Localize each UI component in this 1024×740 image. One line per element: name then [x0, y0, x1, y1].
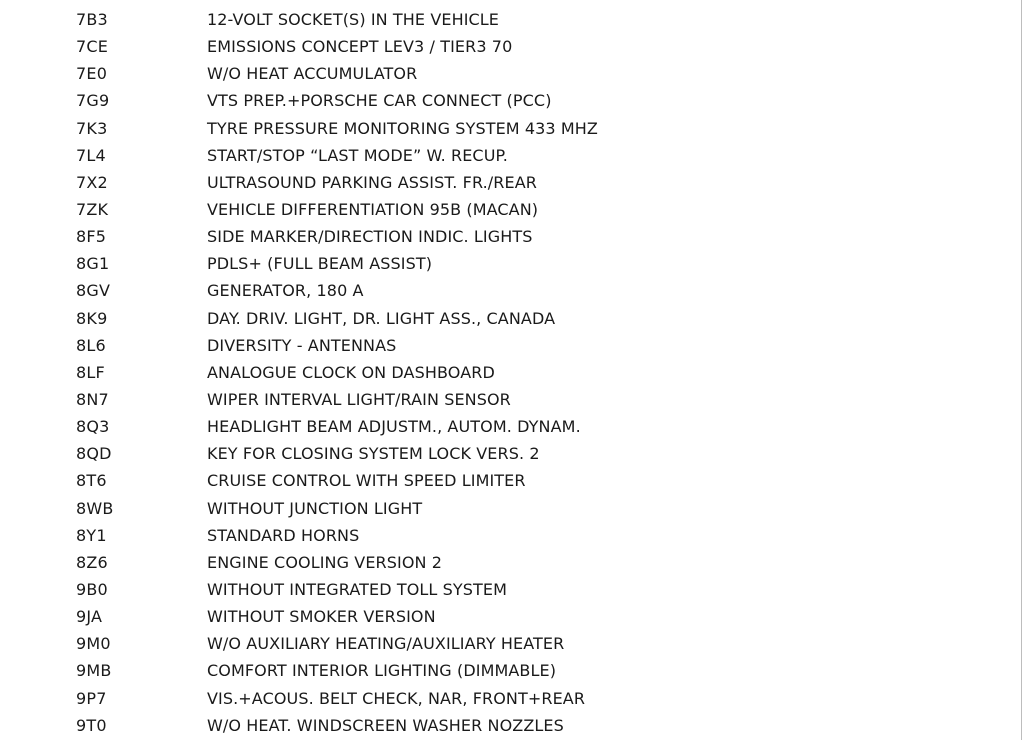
option-description: WITHOUT INTEGRATED TOLL SYSTEM: [207, 580, 507, 600]
option-code: 7CE: [76, 37, 109, 57]
list-item-content: [0, 196, 1000, 223]
list-item: [0, 60, 1000, 87]
option-description: EMISSIONS CONCEPT LEV3 / TIER3 70: [207, 37, 513, 57]
list-item: [0, 142, 1000, 169]
list-item-content: [0, 413, 1000, 440]
option-description: W/O AUXILIARY HEATING/AUXILIARY HEATER: [207, 634, 565, 654]
option-description: ULTRASOUND PARKING ASSIST. FR./REAR: [207, 172, 537, 192]
option-description: VIS.+ACOUS. BELT CHECK, NAR, FRONT+REAR: [207, 688, 586, 708]
list-item: [0, 413, 1000, 440]
list-item-content: [0, 169, 1000, 196]
list-item: [0, 196, 1000, 223]
list-item: [0, 33, 1000, 60]
list-item-content: [0, 332, 1000, 359]
option-description: KEY FOR CLOSING SYSTEM LOCK VERS. 2: [207, 444, 540, 464]
list-item-content: [0, 305, 1000, 332]
list-item: [0, 467, 1000, 494]
option-code: 8Q3: [76, 417, 110, 437]
list-item: [0, 495, 1000, 522]
option-description: W/O HEAT. WINDSCREEN WASHER NOZZLES: [207, 715, 564, 735]
list-item-content: [0, 60, 1000, 87]
list-item-content: [0, 630, 1000, 657]
list-item-content: [0, 359, 1000, 386]
list-item-content: [0, 657, 1000, 684]
list-item: [0, 386, 1000, 413]
list-item-content: [0, 576, 1000, 603]
option-description: VEHICLE DIFFERENTIATION 95B (MACAN): [207, 200, 539, 220]
option-code: 9MB: [76, 661, 112, 681]
list-item-content: [0, 250, 1000, 277]
page-edge-divider: [1021, 0, 1022, 740]
list-item: [0, 115, 1000, 142]
option-description: SIDE MARKER/DIRECTION INDIC. LIGHTS: [207, 227, 533, 247]
list-item: [0, 169, 1000, 196]
list-item: [0, 603, 1000, 630]
option-code: 9P7: [76, 688, 107, 708]
list-item-content: [0, 549, 1000, 576]
option-code: 9T0: [76, 715, 107, 735]
list-item-content: [0, 386, 1000, 413]
list-item-content: [0, 142, 1000, 169]
option-description: ANALOGUE CLOCK ON DASHBOARD: [207, 362, 495, 382]
list-item-content: [0, 440, 1000, 467]
option-code: 7B3: [76, 10, 108, 30]
list-item: [0, 576, 1000, 603]
option-description: HEADLIGHT BEAM ADJUSTM., AUTOM. DYNAM.: [207, 417, 581, 437]
list-item-content: [0, 495, 1000, 522]
option-description: GENERATOR, 180 A: [207, 281, 364, 301]
list-item: [0, 630, 1000, 657]
option-code: 8G1: [76, 254, 110, 274]
option-code-list: [0, 6, 1000, 739]
option-code: 7G9: [76, 91, 110, 111]
list-item: [0, 712, 1000, 739]
option-code: 8F5: [76, 227, 107, 247]
option-description: START/STOP “LAST MODE” W. RECUP.: [207, 145, 508, 165]
list-item-content: [0, 6, 1000, 33]
list-item: [0, 250, 1000, 277]
list-item: [0, 277, 1000, 304]
option-code: 8Z6: [76, 552, 108, 572]
option-code: 7K3: [76, 118, 108, 138]
list-item-content: [0, 115, 1000, 142]
option-code: 8QD: [76, 444, 112, 464]
option-code: 8L6: [76, 335, 106, 355]
option-description: TYRE PRESSURE MONITORING SYSTEM 433 MHZ: [207, 118, 598, 138]
list-item-content: [0, 603, 1000, 630]
list-item: [0, 332, 1000, 359]
option-code: 8T6: [76, 471, 107, 491]
list-item-content: [0, 712, 1000, 739]
option-code: 9M0: [76, 634, 111, 654]
option-description: ENGINE COOLING VERSION 2: [207, 552, 443, 572]
list-item-content: [0, 87, 1000, 114]
option-description: WIPER INTERVAL LIGHT/RAIN SENSOR: [207, 390, 511, 410]
option-code: 8K9: [76, 308, 108, 328]
option-code: 8GV: [76, 281, 111, 301]
list-item: [0, 359, 1000, 386]
option-code: 8WB: [76, 498, 114, 518]
list-item: [0, 87, 1000, 114]
list-item: [0, 657, 1000, 684]
list-item-content: [0, 685, 1000, 712]
list-item: [0, 223, 1000, 250]
list-item: [0, 522, 1000, 549]
option-description: STANDARD HORNS: [207, 525, 360, 545]
option-code: 9B0: [76, 580, 108, 600]
option-code: 8N7: [76, 390, 109, 410]
list-item: [0, 440, 1000, 467]
option-code: 7ZK: [76, 200, 109, 220]
option-code: 8LF: [76, 362, 105, 382]
list-item-content: [0, 277, 1000, 304]
option-code: 8Y1: [76, 525, 107, 545]
option-code: 9JA: [76, 607, 103, 627]
list-item-content: [0, 467, 1000, 494]
option-description: WITHOUT SMOKER VERSION: [207, 607, 436, 627]
option-description: PDLS+ (FULL BEAM ASSIST): [207, 254, 433, 274]
option-description: DIVERSITY - ANTENNAS: [207, 335, 397, 355]
list-item-content: [0, 33, 1000, 60]
list-item: [0, 6, 1000, 33]
list-item: [0, 305, 1000, 332]
option-code: 7E0: [76, 64, 108, 84]
list-item-content: [0, 223, 1000, 250]
list-item: [0, 549, 1000, 576]
list-item-content: [0, 522, 1000, 549]
option-description: W/O HEAT ACCUMULATOR: [207, 64, 418, 84]
option-description: VTS PREP.+PORSCHE CAR CONNECT (PCC): [207, 91, 552, 111]
option-description: CRUISE CONTROL WITH SPEED LIMITER: [207, 471, 526, 491]
option-code: 7L4: [76, 145, 106, 165]
option-description: DAY. DRIV. LIGHT, DR. LIGHT ASS., CANADA: [207, 308, 556, 328]
list-item: [0, 685, 1000, 712]
option-description: WITHOUT JUNCTION LIGHT: [207, 498, 423, 518]
option-description: COMFORT INTERIOR LIGHTING (DIMMABLE): [207, 661, 557, 681]
option-description: 12-VOLT SOCKET(S) IN THE VEHICLE: [207, 10, 500, 30]
option-code: 7X2: [76, 172, 108, 192]
